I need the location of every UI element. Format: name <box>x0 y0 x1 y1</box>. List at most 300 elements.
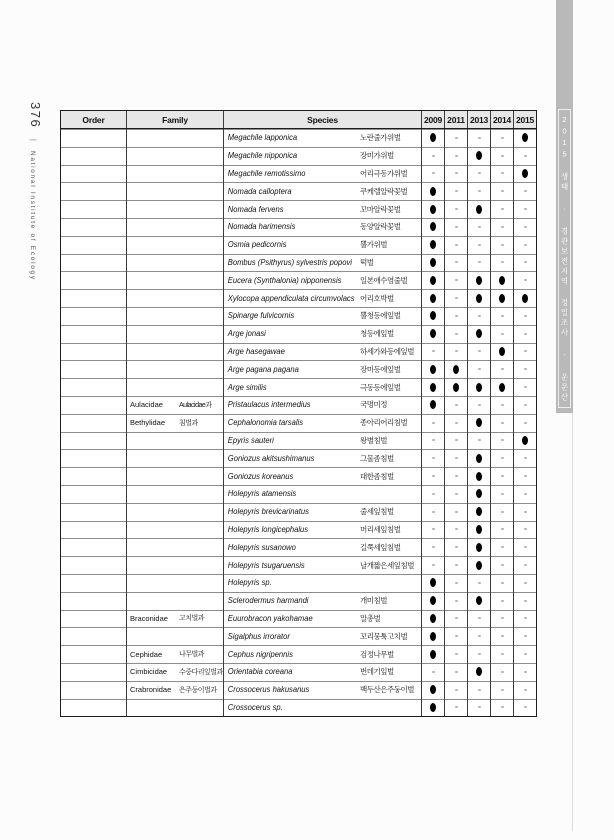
no-record-dot <box>455 315 458 317</box>
species-latin-name: Cephalonomia tarsalis <box>227 418 303 428</box>
species-korean-name: 말총벌 <box>360 613 381 623</box>
year-cell <box>444 645 467 663</box>
order-cell <box>61 485 126 503</box>
table-row <box>61 681 536 699</box>
year-cell <box>444 289 467 307</box>
year-cell <box>421 254 444 272</box>
year-cell <box>513 556 536 574</box>
no-record-dot <box>524 368 527 370</box>
no-record-dot <box>524 528 527 530</box>
year-cell <box>467 663 490 681</box>
table-row <box>61 236 536 254</box>
no-record-dot <box>524 671 527 673</box>
species-cell <box>223 432 421 450</box>
year-cell <box>490 699 513 717</box>
order-cell <box>61 325 126 343</box>
no-record-dot <box>455 350 458 352</box>
order-cell <box>61 449 126 467</box>
family-korean-name: 수중다리잎벌과 <box>179 668 223 676</box>
year-cell <box>421 645 444 663</box>
no-record-dot <box>501 600 504 602</box>
year-cell <box>490 521 513 539</box>
no-record-dot <box>524 635 527 637</box>
species-latin-name: Cephus nigripennis <box>227 649 293 659</box>
no-record-dot <box>455 511 458 513</box>
record-dot <box>476 507 482 516</box>
year-cell <box>444 538 467 556</box>
order-cell <box>61 254 126 272</box>
year-cell <box>444 218 467 236</box>
year-cell <box>421 165 444 183</box>
family-cell <box>126 307 223 325</box>
table-row <box>61 343 536 361</box>
year-cell <box>467 627 490 645</box>
species-cell <box>223 289 421 307</box>
year-cell <box>513 414 536 432</box>
year-cell <box>421 271 444 289</box>
year-cell <box>490 343 513 361</box>
no-record-dot <box>455 172 458 174</box>
year-cell <box>421 485 444 503</box>
no-record-dot <box>524 279 527 281</box>
year-cell <box>513 681 536 699</box>
year-cell <box>467 449 490 467</box>
no-record-dot <box>455 279 458 281</box>
year-cell <box>513 343 536 361</box>
family-cell <box>126 574 223 592</box>
year-cell <box>421 396 444 414</box>
species-latin-name: Eucera (Synthalonia) nipponensis <box>227 275 342 285</box>
no-record-dot <box>524 226 527 228</box>
record-dot <box>453 365 459 374</box>
species-cell <box>223 343 421 361</box>
no-record-dot <box>501 244 504 246</box>
year-cell <box>490 556 513 574</box>
species-korean-name: 뿔가위벌 <box>360 240 387 250</box>
species-cell <box>223 254 421 272</box>
year-cell <box>490 129 513 147</box>
year-cell <box>444 165 467 183</box>
year-cell <box>444 663 467 681</box>
family-latin-name: Crabronidae <box>130 685 172 695</box>
no-record-dot <box>501 653 504 655</box>
year-cell <box>490 200 513 218</box>
year-cell <box>467 645 490 663</box>
table-row <box>61 414 536 432</box>
order-cell <box>61 467 126 485</box>
year-cell <box>467 218 490 236</box>
species-korean-name: 왕별침벌 <box>360 435 387 445</box>
species-cell <box>223 681 421 699</box>
sidebar-tab <box>556 0 573 413</box>
record-dot <box>476 561 482 570</box>
no-record-dot <box>501 493 504 495</box>
record-dot <box>476 151 482 160</box>
year-cell <box>444 129 467 147</box>
year-cell <box>467 592 490 610</box>
year-cell <box>421 414 444 432</box>
record-dot <box>430 205 436 214</box>
year-cell <box>490 147 513 165</box>
no-record-dot <box>478 617 481 619</box>
year-cell <box>421 325 444 343</box>
table-row <box>61 485 536 503</box>
no-record-dot <box>478 137 481 139</box>
order-cell <box>61 592 126 610</box>
year-cell <box>467 556 490 574</box>
family-cell <box>126 325 223 343</box>
record-dot <box>430 294 436 303</box>
record-dot <box>522 436 528 445</box>
species-cell <box>223 147 421 165</box>
no-record-dot <box>478 190 481 192</box>
species-cell <box>223 165 421 183</box>
year-cell <box>421 627 444 645</box>
species-korean-name: 노란줄가위벌 <box>360 133 401 143</box>
species-latin-name: Xylocopa appendiculata circumvolacs <box>227 293 355 303</box>
family-cell <box>126 396 223 414</box>
year-cell <box>467 681 490 699</box>
no-record-dot <box>501 706 504 708</box>
species-korean-name: 청등에잎벌 <box>360 329 394 339</box>
no-record-dot <box>432 671 435 673</box>
page-number: 376 <box>28 102 43 129</box>
no-record-dot <box>455 208 458 210</box>
year-cell <box>513 627 536 645</box>
species-cell <box>223 414 421 432</box>
record-dot <box>499 294 505 303</box>
no-record-dot <box>501 617 504 619</box>
order-cell <box>61 396 126 414</box>
species-korean-name: 하세가와등에잎벌 <box>360 346 414 356</box>
no-record-dot <box>524 546 527 548</box>
species-korean-name: 국명미정 <box>360 400 387 410</box>
year-cell <box>467 325 490 343</box>
no-record-dot <box>501 635 504 637</box>
record-dot <box>476 596 482 605</box>
species-cell <box>223 218 421 236</box>
family-cell <box>126 610 223 628</box>
year-cell <box>490 289 513 307</box>
species-cell <box>223 396 421 414</box>
year-cell <box>467 200 490 218</box>
year-cell <box>421 307 444 325</box>
year-cell <box>490 467 513 485</box>
no-record-dot <box>432 493 435 495</box>
year-cell <box>444 254 467 272</box>
year-cell <box>513 467 536 485</box>
table-row <box>61 592 536 610</box>
record-dot <box>430 685 436 694</box>
no-record-dot <box>501 671 504 673</box>
no-record-dot <box>455 617 458 619</box>
year-cell <box>513 663 536 681</box>
col-header-family: Family <box>126 111 223 128</box>
no-record-dot <box>478 261 481 263</box>
no-record-dot <box>524 582 527 584</box>
species-latin-name: Megachile remotissimo <box>227 168 306 178</box>
year-cell <box>444 592 467 610</box>
record-dot <box>453 383 459 392</box>
family-cell <box>126 271 223 289</box>
year-cell <box>467 236 490 254</box>
order-cell <box>61 627 126 645</box>
year-cell <box>421 681 444 699</box>
no-record-dot <box>524 706 527 708</box>
record-dot <box>430 614 436 623</box>
no-record-dot <box>432 511 435 513</box>
no-record-dot <box>455 333 458 335</box>
year-cell <box>421 592 444 610</box>
no-record-dot <box>455 600 458 602</box>
year-cell <box>513 325 536 343</box>
species-cell <box>223 556 421 574</box>
year-cell <box>444 556 467 574</box>
year-cell <box>513 449 536 467</box>
no-record-dot <box>524 333 527 335</box>
family-cell <box>126 254 223 272</box>
no-record-dot <box>455 706 458 708</box>
col-header-year: 2009 <box>421 111 444 128</box>
species-cell <box>223 129 421 147</box>
record-dot <box>476 454 482 463</box>
year-cell <box>467 378 490 396</box>
year-cell <box>490 592 513 610</box>
species-korean-name: 떡벌 <box>360 257 374 267</box>
no-record-dot <box>524 564 527 566</box>
species-latin-name: Goniozus koreanus <box>227 471 294 481</box>
year-cell <box>513 271 536 289</box>
family-korean-name: 침벌과 <box>179 419 198 427</box>
table-row <box>61 378 536 396</box>
no-record-dot <box>478 350 481 352</box>
year-cell <box>421 182 444 200</box>
page-edge-line <box>572 413 573 831</box>
year-cell <box>444 343 467 361</box>
record-dot <box>430 650 436 659</box>
family-cell <box>126 343 223 361</box>
year-cell <box>513 307 536 325</box>
species-korean-name: 장미등에잎벌 <box>360 364 401 374</box>
order-cell <box>61 503 126 521</box>
no-record-dot <box>501 333 504 335</box>
year-cell <box>490 503 513 521</box>
year-cell <box>467 699 490 717</box>
year-cell <box>513 521 536 539</box>
year-cell <box>490 610 513 628</box>
family-cell <box>126 218 223 236</box>
table-header-row <box>61 111 536 129</box>
year-cell <box>513 200 536 218</box>
species-latin-name: Sigalphus irrorator <box>227 631 290 641</box>
no-record-dot <box>432 439 435 441</box>
no-record-dot <box>524 261 527 263</box>
record-dot <box>430 133 436 142</box>
col-header-year: 2013 <box>467 111 490 128</box>
species-latin-name: Goniozus akitsushimanus <box>227 453 315 463</box>
species-cell <box>223 592 421 610</box>
year-cell <box>444 627 467 645</box>
record-dot <box>476 418 482 427</box>
family-latin-name: Aulacidae <box>130 400 163 410</box>
year-cell <box>444 378 467 396</box>
order-cell <box>61 645 126 663</box>
col-header-year: 2015 <box>513 111 536 128</box>
order-cell <box>61 378 126 396</box>
no-record-dot <box>524 386 527 388</box>
species-latin-name: Arge similis <box>227 382 267 392</box>
year-cell <box>490 307 513 325</box>
no-record-dot <box>455 635 458 637</box>
no-record-dot <box>455 422 458 424</box>
family-cell <box>126 129 223 147</box>
year-cell <box>513 289 536 307</box>
no-record-dot <box>432 457 435 459</box>
table-row <box>61 360 536 378</box>
year-cell <box>467 254 490 272</box>
no-record-dot <box>455 297 458 299</box>
year-cell <box>444 307 467 325</box>
species-latin-name: Megachile lapponica <box>227 133 298 143</box>
no-record-dot <box>524 315 527 317</box>
species-cell <box>223 699 421 717</box>
order-cell <box>61 414 126 432</box>
family-cell <box>126 521 223 539</box>
no-record-dot <box>501 528 504 530</box>
year-cell <box>490 165 513 183</box>
species-latin-name: Pristaulacus intermedius <box>227 400 311 410</box>
species-korean-name: 백두산은주둥이벌 <box>360 685 414 695</box>
year-cell <box>513 503 536 521</box>
no-record-dot <box>501 137 504 139</box>
year-cell <box>444 271 467 289</box>
no-record-dot <box>478 172 481 174</box>
no-record-dot <box>478 582 481 584</box>
no-record-dot <box>501 546 504 548</box>
record-dot <box>476 294 482 303</box>
record-dot <box>430 703 436 712</box>
family-latin-name: Bethylidae <box>130 418 166 428</box>
table-row <box>61 699 536 717</box>
year-cell <box>421 129 444 147</box>
species-cell <box>223 610 421 628</box>
species-latin-name: Arge hasegawae <box>227 346 285 356</box>
species-korean-name: 어리호박벌 <box>360 293 394 303</box>
no-record-dot <box>432 564 435 566</box>
order-cell <box>61 307 126 325</box>
family-korean-name: 은주둥이벌과 <box>179 686 217 694</box>
species-korean-name: 일본애수염줄벌 <box>360 275 408 285</box>
order-cell <box>61 699 126 717</box>
species-latin-name: Holepyris tsugaruensis <box>227 560 305 570</box>
year-cell <box>444 610 467 628</box>
no-record-dot <box>432 172 435 174</box>
year-cell <box>490 360 513 378</box>
species-latin-name: Nomada fervens <box>227 204 284 214</box>
year-cell <box>513 360 536 378</box>
family-cell <box>126 681 223 699</box>
table-row <box>61 396 536 414</box>
family-cell <box>126 165 223 183</box>
no-record-dot <box>524 689 527 691</box>
no-record-dot <box>501 368 504 370</box>
species-cell <box>223 200 421 218</box>
year-cell <box>421 200 444 218</box>
family-korean-name: 고치벌과 <box>179 615 205 623</box>
record-dot <box>522 294 528 303</box>
year-cell <box>421 236 444 254</box>
no-record-dot <box>455 244 458 246</box>
family-cell <box>126 627 223 645</box>
year-cell <box>421 663 444 681</box>
no-record-dot <box>478 706 481 708</box>
year-cell <box>421 574 444 592</box>
no-record-dot <box>501 172 504 174</box>
no-record-dot <box>478 689 481 691</box>
sidebar-tab-label: 2015 생태 · 경관보전지역 정밀조사 - 운문산 <box>560 114 569 403</box>
no-record-dot <box>524 653 527 655</box>
no-record-dot <box>478 315 481 317</box>
table-row <box>61 556 536 574</box>
record-dot <box>476 276 482 285</box>
year-cell <box>421 147 444 165</box>
no-record-dot <box>455 689 458 691</box>
table-row <box>61 147 536 165</box>
year-cell <box>513 538 536 556</box>
no-record-dot <box>455 457 458 459</box>
record-dot <box>430 365 436 374</box>
year-cell <box>421 503 444 521</box>
table-row <box>61 325 536 343</box>
year-cell <box>513 165 536 183</box>
year-cell <box>513 699 536 717</box>
no-record-dot <box>501 190 504 192</box>
species-cell <box>223 360 421 378</box>
year-cell <box>467 360 490 378</box>
no-record-dot <box>455 564 458 566</box>
species-korean-name: 개미침벌 <box>360 596 387 606</box>
year-cell <box>421 467 444 485</box>
no-record-dot <box>524 190 527 192</box>
species-latin-name: Holepyris atamensis <box>227 489 297 499</box>
table-row <box>61 663 536 681</box>
no-record-dot <box>455 493 458 495</box>
year-cell <box>467 574 490 592</box>
col-header-order: Order <box>82 114 105 125</box>
record-dot <box>476 667 482 676</box>
order-cell <box>61 574 126 592</box>
no-record-dot <box>455 404 458 406</box>
no-record-dot <box>455 190 458 192</box>
no-record-dot <box>455 671 458 673</box>
record-dot <box>476 543 482 552</box>
species-korean-name: 날개짧은세잎침벌 <box>360 560 414 570</box>
year-cell <box>467 271 490 289</box>
year-cell <box>444 521 467 539</box>
no-record-dot <box>478 368 481 370</box>
order-cell <box>61 271 126 289</box>
year-cell <box>421 449 444 467</box>
order-cell <box>61 147 126 165</box>
family-cell <box>126 414 223 432</box>
order-cell <box>61 538 126 556</box>
family-cell <box>126 200 223 218</box>
year-cell <box>490 449 513 467</box>
table-row <box>61 165 536 183</box>
record-dot <box>430 329 436 338</box>
species-korean-name: 그물좀침벌 <box>360 453 394 463</box>
year-cell <box>467 343 490 361</box>
